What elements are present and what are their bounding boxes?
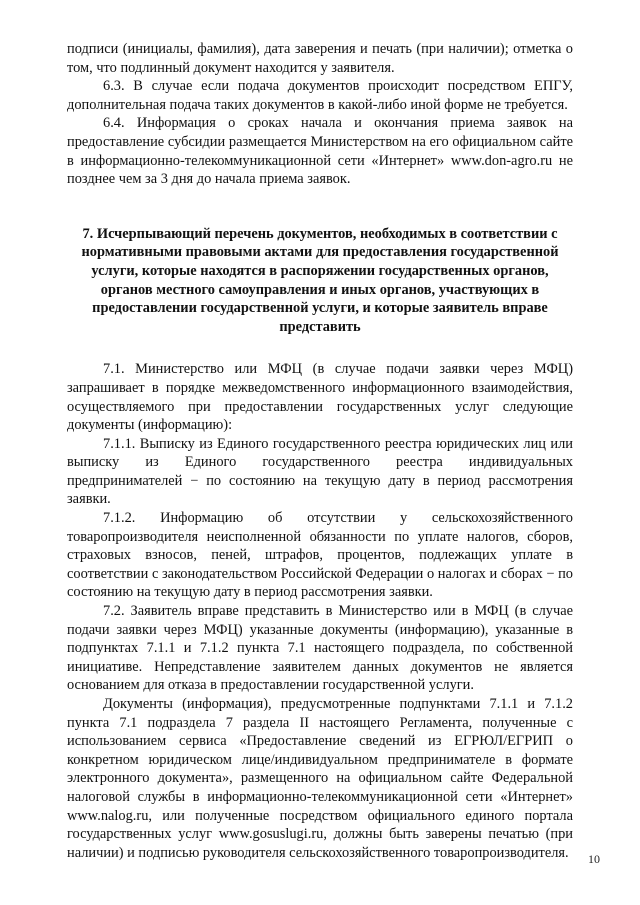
document-page bbox=[67, 40, 573, 862]
paragraph-7-1: 7.1. Министерство или МФЦ (в случае подачи заявки через МФЦ) запрашивает в порядке межведомственного информационного взаимодействия, осуществляемого при предоставлении государственных услуг следующие документы (информацию): bbox=[67, 361, 573, 434]
page-number: 10 bbox=[588, 852, 600, 866]
paragraph-7-2: 7.2. Заявитель вправе представить в Министерство или в МФЦ (в случае подачи заявки через МФЦ) указанные документы (информацию), указанные в подпунктах 7.1.1 и 7.1.2 пункта 7.1 настоящего подраздела, по собственной инициативе. Непредставление заявителем данных документов не является основанием для отказа в предоставлении государственной услуги. bbox=[67, 603, 573, 694]
paragraph-7-1-1: 7.1.1. Выписку из Единого государственного реестра юридических лиц или выписку из Единого государственного реестра индивидуальных предпринимателей − по состоянию на текущую дату в период рассмотрения заявки. bbox=[67, 435, 573, 508]
paragraph-6-4: 6.4. Информация о сроках начала и окончания приема заявок на предоставление субсидии размещается Министерством на его официальном сайте в информационно-телекоммуникационной сети «Интернет» www.don-agro.ru не позднее чем за 3 дня до начала приема заявок. bbox=[67, 115, 573, 188]
paragraph-6-3: 6.3. В случае если подача документов происходит посредством ЕПГУ, дополнительная подача таких документов в какой-либо иной форме не требуется. bbox=[67, 78, 573, 113]
section-heading: 7. Исчерпывающий перечень документов, необходимых в соответствии с нормативными правовыми актами для предоставления государственной услуги, которые находятся в распоряжении государственных органов, органов местного самоуправления и иных органов, участвующих в предоставлении государственной услуги, и которые заявитель вправе представить bbox=[81, 225, 559, 335]
paragraph-7-1-2: 7.1.2. Информацию об отсутствии у сельскохозяйственного товаропроизводителя неисполненной обязанности по уплате налогов, сборов, страховых взносов, пеней, штрафов, процентов, подлежащих уплате в соответствии с законодательством Российской Федерации о налогах и сборах − по состоянию на текущую дату в период рассмотрения заявки. bbox=[67, 510, 573, 601]
paragraph-continuation: подписи (инициалы, фамилия), дата заверения и печать (при наличии); отметка о том, что подлинный документ находится у заявителя. bbox=[67, 41, 573, 76]
paragraph-documents-info: Документы (информация), предусмотренные подпунктами 7.1.1 и 7.1.2 пункта 7.1 подраздела 7 раздела II настоящего Регламента, полученные с использованием сервиса «Предоставление сведений из ЕГРЮЛ/ЕГРИП о конкретном юридическом лице/индивидуальном предпринимателе в формате электронного документа», размещенного на официальном сайте Федеральной налоговой службы в информационно-телекоммуникационной сети «Интернет» www.nalog.ru, или полученные посредством официального единого портала государственных услуг www.gosuslugi.ru, должны быть заверены печатью (при наличии) и подписью руководителя сельскохозяйственного товаропроизводителя. bbox=[67, 696, 573, 861]
